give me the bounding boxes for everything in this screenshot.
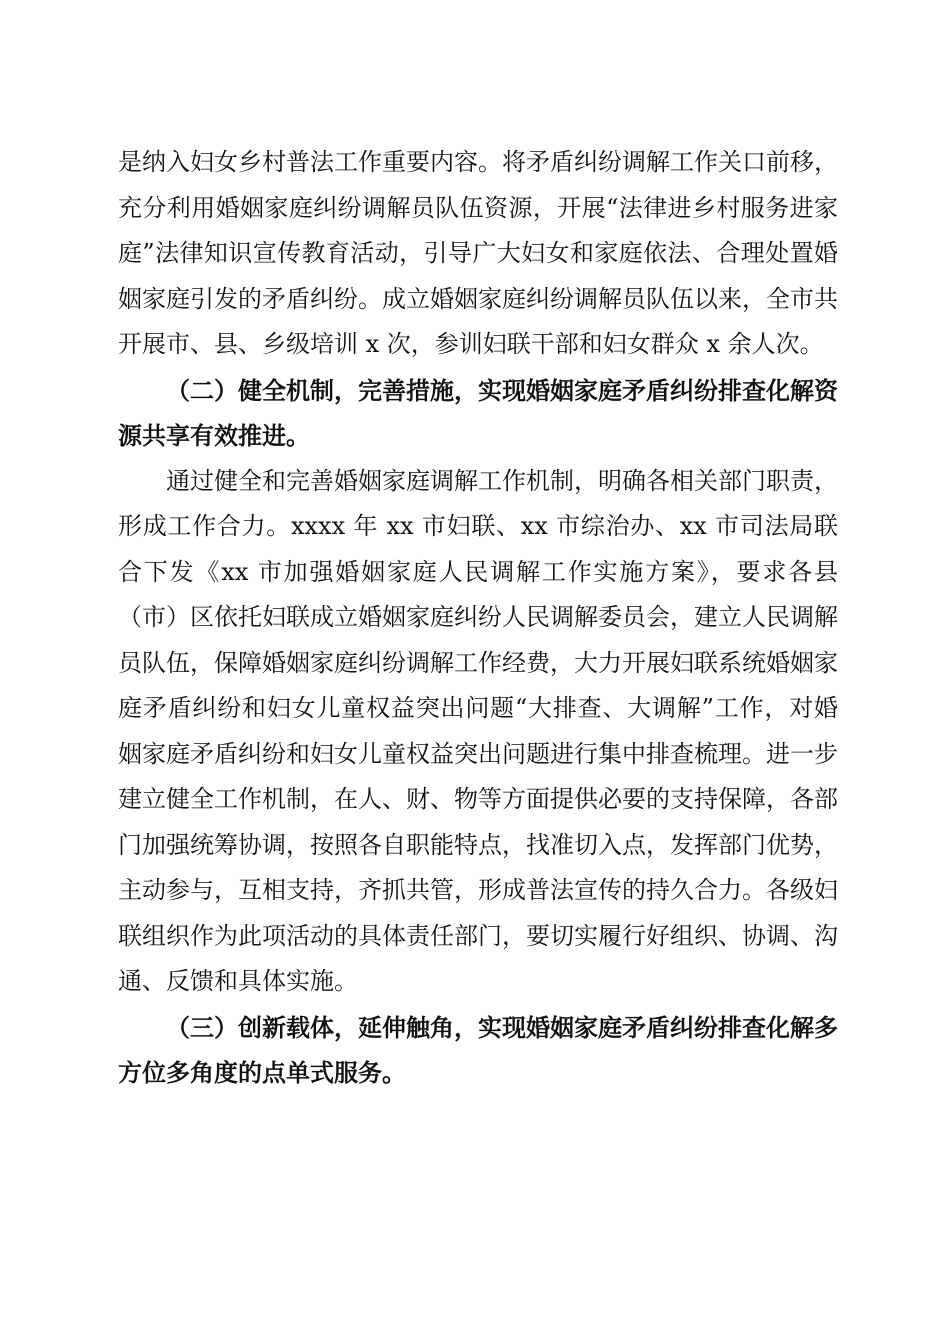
section-heading-3: （三）创新载体，延伸触角，实现婚姻家庭矛盾纠纷排查化解多方位多角度的点单式服务。 [118,1012,838,1087]
paragraph-continued: 是纳入妇女乡村普法工作重要内容。将矛盾纠纷调解工作关口前移，充分利用婚姻家庭纠纷调解员队伍资源，开展“法律进乡村服务进家庭”法律知识宣传教育活动，引导广大妇女和家庭依法、合理处置婚姻家庭引发的矛盾纠纷。成立婚姻家庭纠纷调解员队伍以来，全市共开展市、县、乡级培训 x 次，参训妇联干部和妇女群众 x 余人次。 [118,148,838,358]
document-body [118,140,838,1096]
section-heading-2: （二）健全机制，完善措施，实现婚姻家庭矛盾纠纷排查化解资源共享有效推进。 [118,375,838,450]
paragraph-mechanism: 通过健全和完善婚姻家庭调解工作机制，明确各相关部门职责，形成工作合力。xxxx 年 xx 市妇联、xx 市综治办、xx 市司法局联合下发《xx 市加强婚姻家庭人民调解工作实施方案》，要求各县（市）区依托妇联成立婚姻家庭纠纷人民调解委员会，建立人民调解员队伍，保障婚姻家庭纠纷调解工作经费，大力开展妇联系统婚姻家庭矛盾纠纷和妇女儿童权益突出问题“大排查、大调解”工作，对婚姻家庭矛盾纠纷和妇女儿童权益突出问题进行集中排查梳理。进一步建立健全工作机制，在人、财、物等方面提供必要的支持保障，各部门加强统筹协调，按照各自职能特点，找准切入点，发挥部门优势，主动参与，互相支持，齐抓共管，形成普法宣传的持久合力。各级妇联组织作为此项活动的具体责任部门，要切实履行好组织、协调、沟通、反馈和具体实施。 [118,466,838,995]
